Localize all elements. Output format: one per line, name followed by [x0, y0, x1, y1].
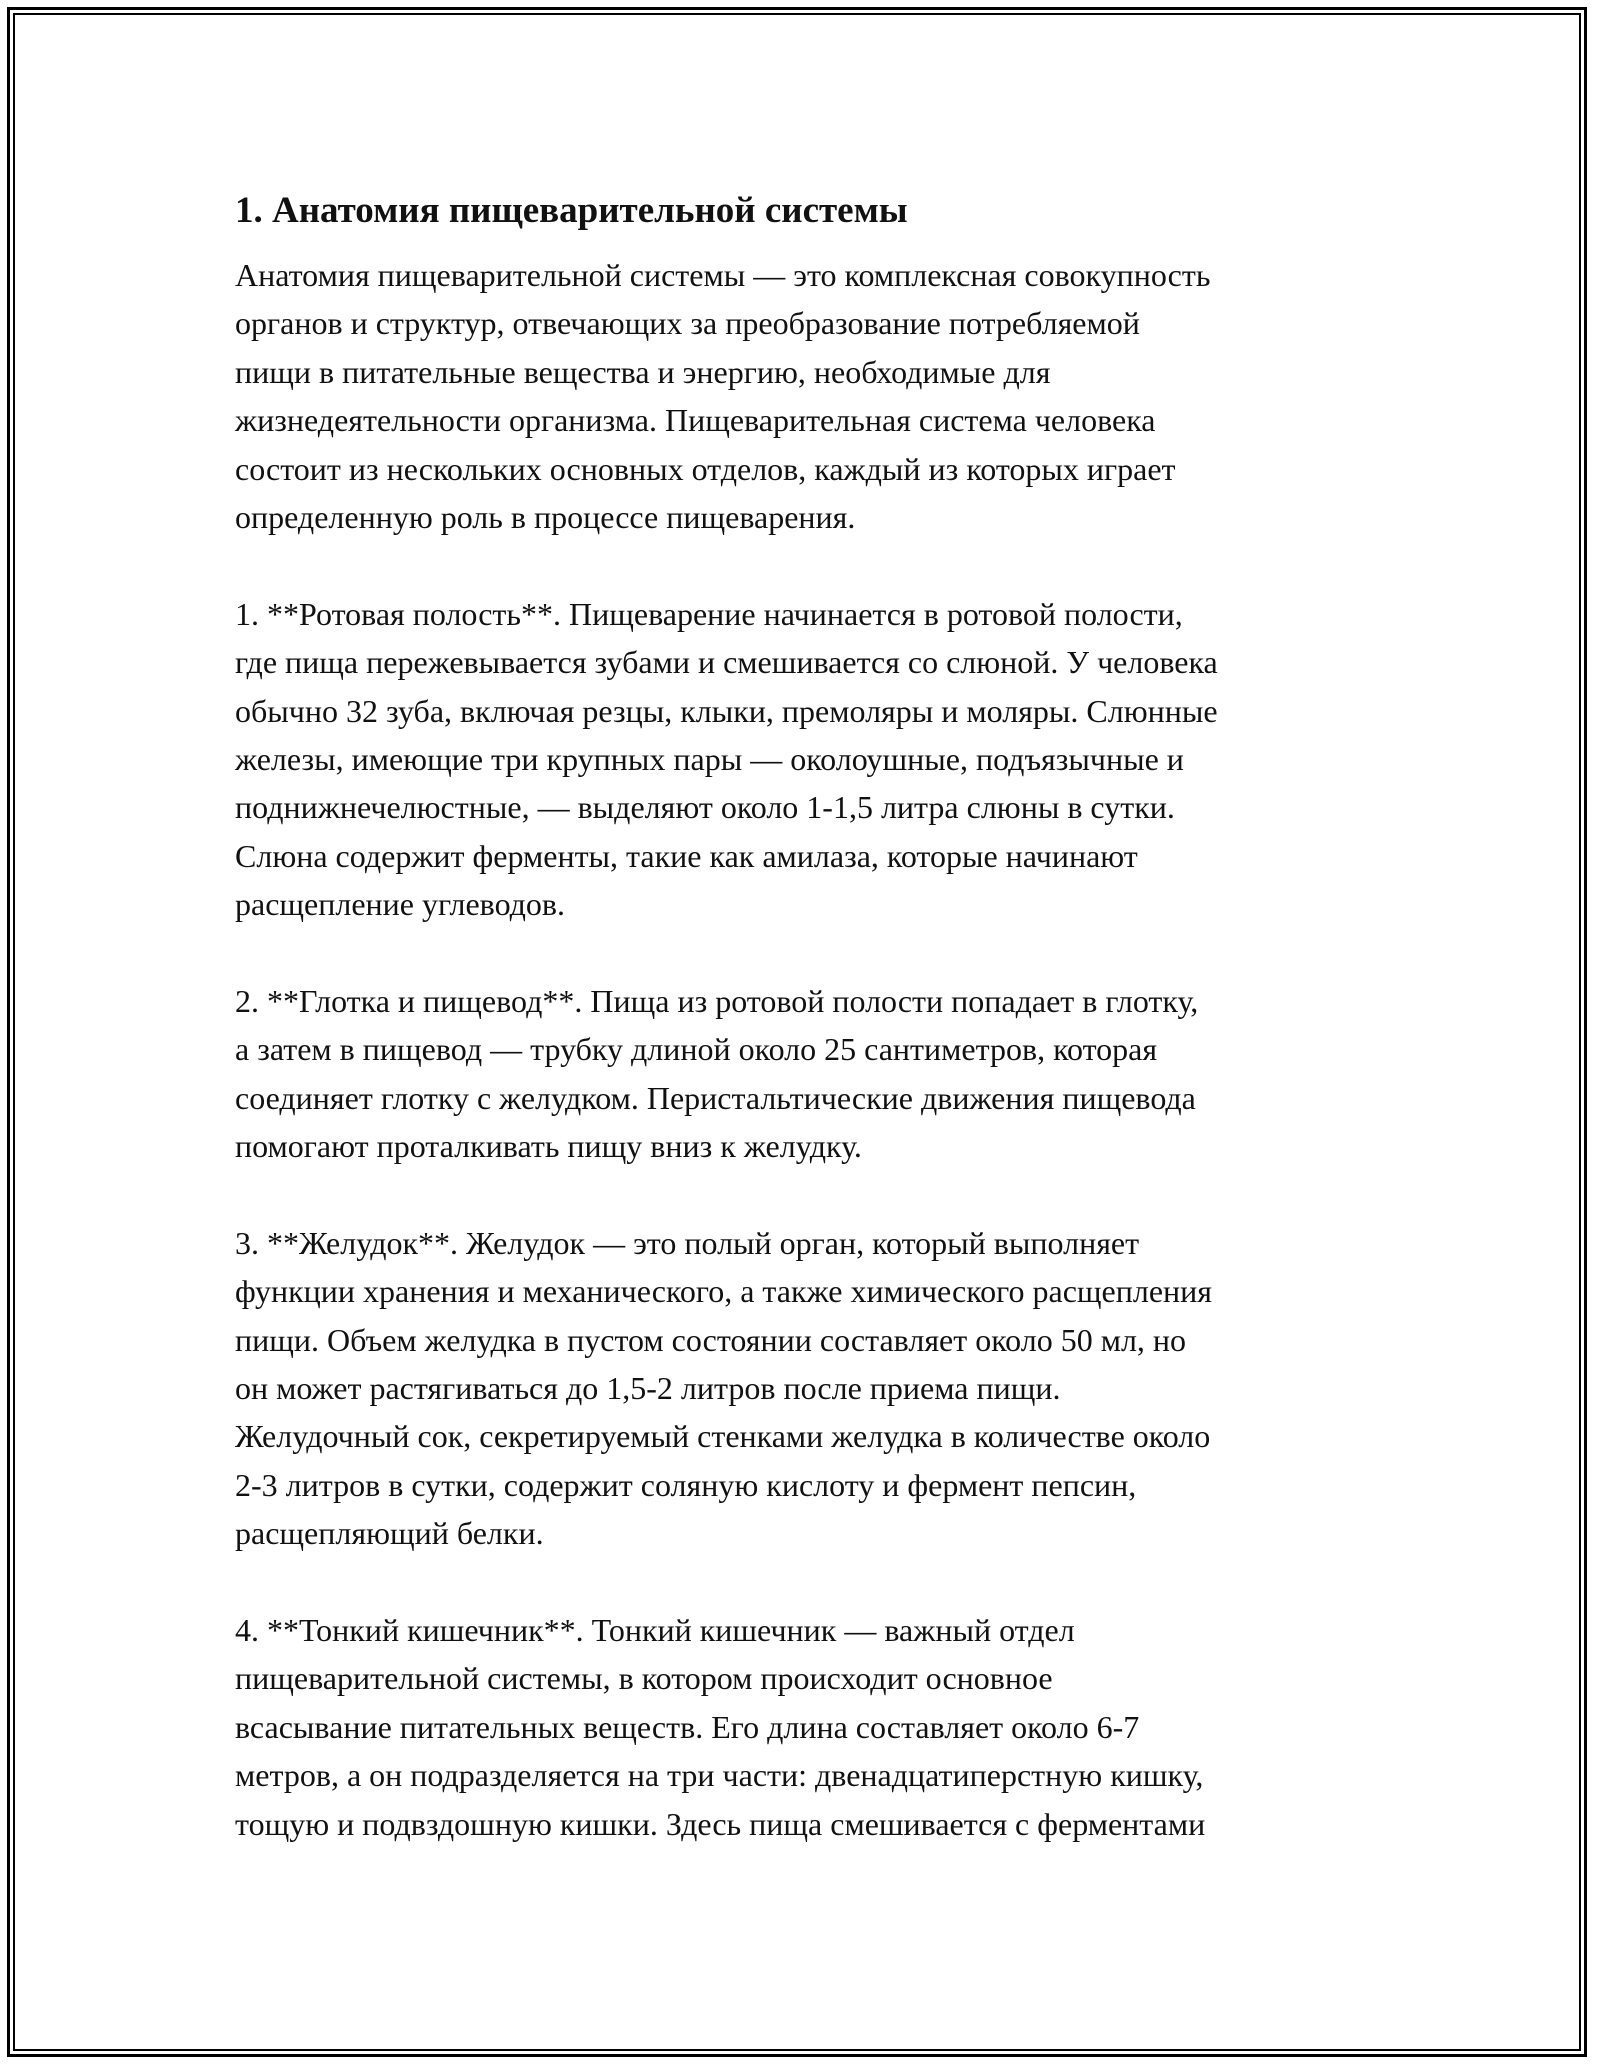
paragraph-gap: [235, 928, 1385, 976]
text-line: тощую и подвздошную кишки. Здесь пища смешивается с ферментами: [235, 1805, 1206, 1842]
paragraph-3: [235, 977, 1385, 1171]
text-line: Желудочный сок, секретируемый стенками желудка в количестве около: [235, 1418, 1211, 1455]
text-line: функции хранения и механического, а также химического расщепления: [235, 1273, 1212, 1310]
text-line: всасывание питательных веществ. Его длина составляет около 6-7: [235, 1708, 1140, 1745]
text-line: обычно 32 зуба, включая резцы, клыки, премоляры и моляры. Слюнные: [235, 692, 1218, 729]
text-line: 4. **Тонкий кишечник**. Тонкий кишечник — важный отдел: [235, 1611, 1075, 1648]
text-line: помогают проталкивать пищу вниз к желудку.: [235, 1128, 862, 1165]
paragraph-2: [235, 590, 1385, 929]
text-line: определенную роль в процессе пищеварения.: [235, 498, 856, 535]
text-line: 1. **Ротовая полость**. Пищеварение начинается в ротовой полости,: [235, 595, 1183, 632]
text-line: пищи в питательные вещества и энергию, необходимые для: [235, 353, 1051, 390]
text-line: расщепляющий белки.: [235, 1515, 544, 1552]
text-line: пищеварительной системы, в котором происходит основное: [235, 1660, 1053, 1697]
document-body: [235, 251, 1385, 1848]
text-line: поднижнечелюстные, — выделяют около 1-1,5 литра слюны в сутки.: [235, 789, 1175, 826]
text-line: он может растягиваться до 1,5-2 литров после приема пищи.: [235, 1369, 1061, 1406]
text-line: расщепление углеводов.: [235, 886, 566, 923]
paragraph-gap: [235, 1558, 1385, 1606]
text-line: 3. **Желудок**. Желудок — это полый орган, который выполняет: [235, 1224, 1140, 1261]
text-line: 2-3 литров в сутки, содержит соляную кислоту и фермент пепсин,: [235, 1466, 1137, 1503]
text-line: соединяет глотку с желудком. Перистальтические движения пищевода: [235, 1079, 1196, 1116]
section-title: 1. Анатомия пищеварительной системы: [235, 190, 908, 231]
document-page: [235, 187, 1385, 1848]
text-line: Слюна содержит ферменты, такие как амилаза, которые начинают: [235, 837, 1138, 874]
paragraph-gap: [235, 1170, 1385, 1218]
text-line: состоит из нескольких основных отделов, каждый из которых играет: [235, 450, 1176, 487]
text-line: 2. **Глотка и пищевод**. Пища из ротовой полости попадает в глотку,: [235, 982, 1199, 1019]
text-line: жизнедеятельности организма. Пищеварительная система человека: [235, 402, 1156, 439]
text-line: Анатомия пищеварительной системы — это комплексная совокупность: [235, 257, 1211, 293]
paragraph-1: [235, 251, 1385, 541]
text-line: железы, имеющие три крупных пары — околоушные, подъязычные и: [235, 740, 1184, 777]
text-line: а затем в пищевод — трубку длиной около 25 сантиметров, которая: [235, 1031, 1158, 1068]
paragraph-gap: [235, 541, 1385, 589]
text-line: метров, а он подразделяется на три части: двенадцатиперстную кишку,: [235, 1757, 1204, 1794]
text-line: где пища пережевывается зубами и смешивается со слюной. У человека: [235, 644, 1218, 681]
paragraph-5: [235, 1606, 1385, 1848]
text-line: органов и структур, отвечающих за преобразование потребляемой: [235, 305, 1140, 342]
paragraph-4: [235, 1219, 1385, 1558]
text-line: пищи. Объем желудка в пустом состоянии составляет около 50 мл, но: [235, 1321, 1187, 1358]
